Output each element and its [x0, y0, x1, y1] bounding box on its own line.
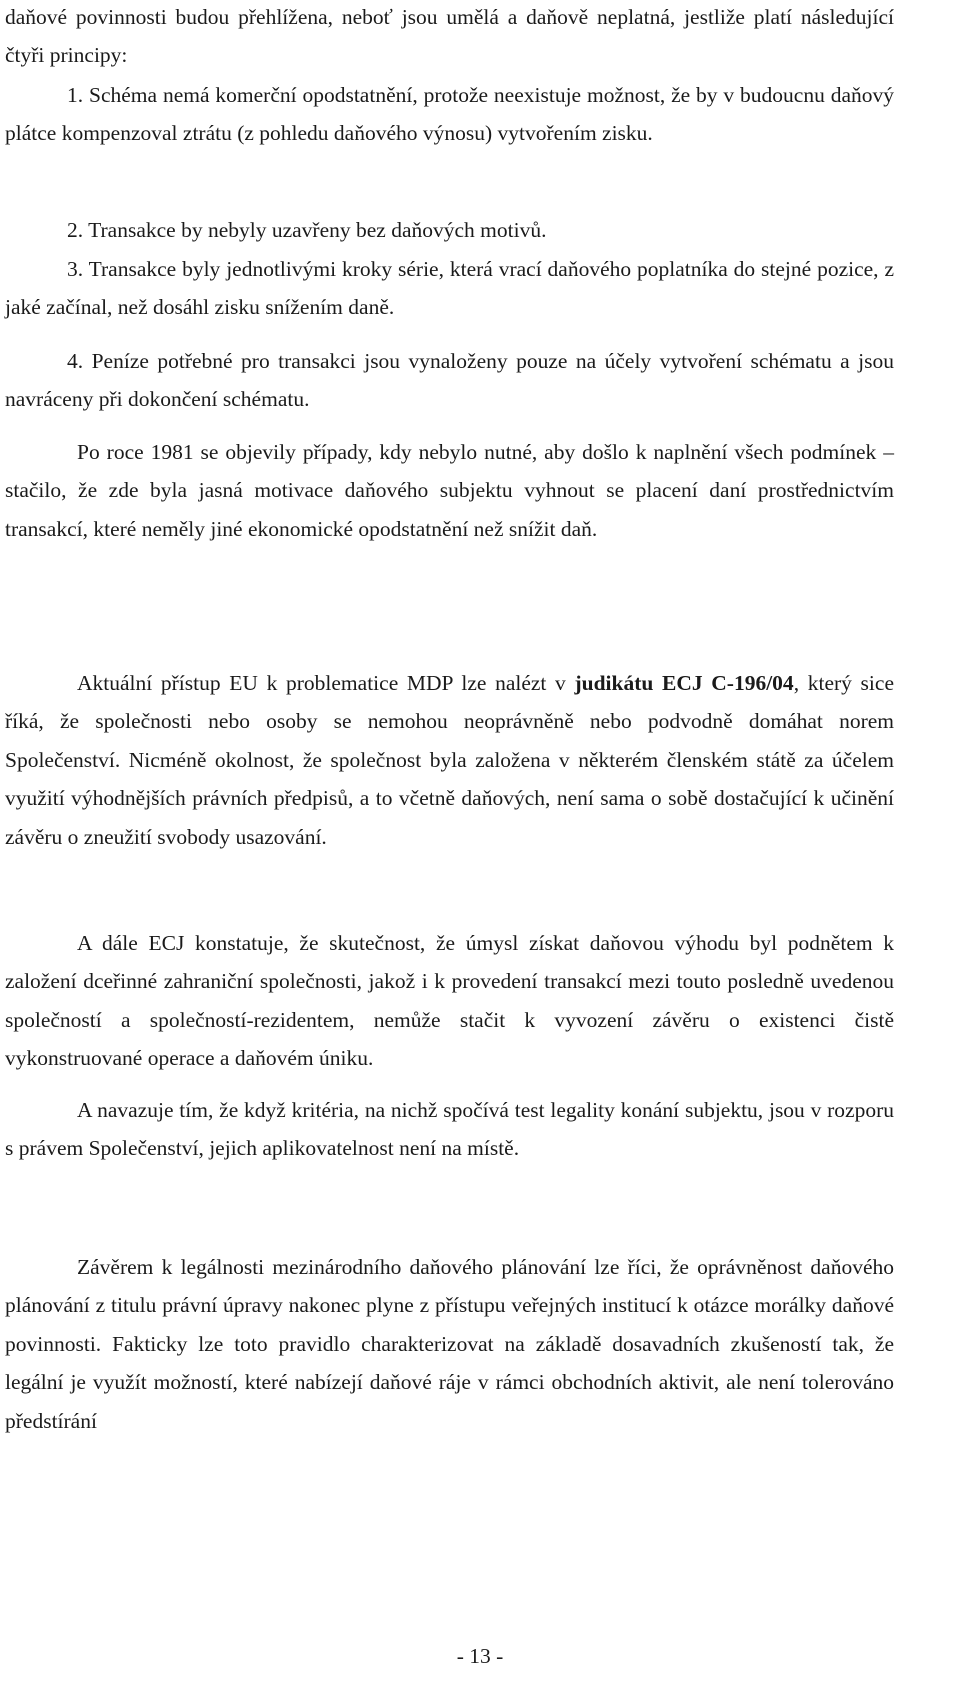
eu-text-before: Aktuální přístup EU k problematice MDP lze nalézt v: [77, 671, 575, 695]
paragraph-ecj: A dále ECJ konstatuje, že skutečnost, že úmysl získat daňovou výhodu byl podnětem k založení dceřinné zahraniční společnosti, jakož i k provedení transakcí mezi touto posledně uvedenou společností a společností-rezidentem, nemůže stačit k vyvození závěru o existenci čistě vykonstruované operace a daňovém úniku.: [5, 931, 894, 1071]
principle-1: [5, 76, 894, 153]
principle-number: 1.: [67, 83, 84, 107]
principle-2: [5, 211, 894, 249]
eu-text-after: , který sice říká, že společnosti nebo osoby se nemohou neoprávněně nebo podvodně domáhat norem Společenství. Nicméně okolnost, že společnost byla založena v některém členském státě za účelem využití výhodnějších právních předpisů, a to včetně daňových, není sama o sobě dostačující k učinění závěru o zneužití svobody usazování.: [5, 671, 894, 849]
principle-text: Transakce byly jednotlivými kroky série, která vrací daňového poplatníka do stejné pozice, z jaké začínal, než dosáhl zisku snížením daně.: [5, 257, 894, 320]
principle-3: [5, 250, 894, 327]
paragraph-1981: Po roce 1981 se objevily případy, kdy nebylo nutné, aby došlo k naplnění všech podmínek – stačilo, že zde byla jasná motivace daňového subjektu vyhnout se placení daní prostřednictvím transakcí, které neměly jiné ekonomické opodstatnění než snížit daň.: [5, 440, 894, 541]
page-number: - 13 -: [456, 1644, 504, 1668]
paragraph-conclusion: Závěrem k legálnosti mezinárodního daňového plánování lze říci, že oprávněnost daňového plánování z titulu právní úpravy nakonec plyne z přístupu veřejných institucí k otázce morálky daňové povinnosti. Fakticky lze toto pravidlo charakterizovat na základě dosavadních zkušeností tak, že legální je využít možností, které nabízejí daňové ráje v rámci obchodních aktivit, ale není tolerováno předstírání: [5, 1255, 894, 1433]
principle-text: Transakce by nebyly uzavřeny bez daňových motivů.: [88, 218, 547, 242]
principle-text: Schéma nemá komerční opodstatnění, protože neexistuje možnost, že by v budoucnu daňový plátce kompenzoval ztrátu (z pohledu daňového výnosu) vytvořením zisku.: [5, 83, 895, 146]
principle-number: 3.: [67, 257, 84, 281]
principle-text: Peníze potřebné pro transakci jsou vynaloženy pouze na účely vytvoření schématu a jsou navráceny při dokončení schématu.: [5, 349, 894, 412]
judgment-reference: judikátu ECJ C-196/04: [574, 671, 794, 695]
paragraph-legality: A navazuje tím, že když kritéria, na nichž spočívá test legality konání subjektu, jsou v rozporu s právem Společenství, jejich aplikovatelnost není na místě.: [5, 1098, 894, 1161]
paragraph-eu-approach: [5, 664, 894, 856]
intro-text: daňové povinnosti budou přehlížena, neboť jsou umělá a daňově neplatná, jestliže platí následující čtyři principy:: [5, 5, 894, 68]
principle-4: [5, 342, 894, 419]
principle-number: 4.: [67, 349, 84, 373]
principle-number: 2.: [67, 218, 84, 242]
